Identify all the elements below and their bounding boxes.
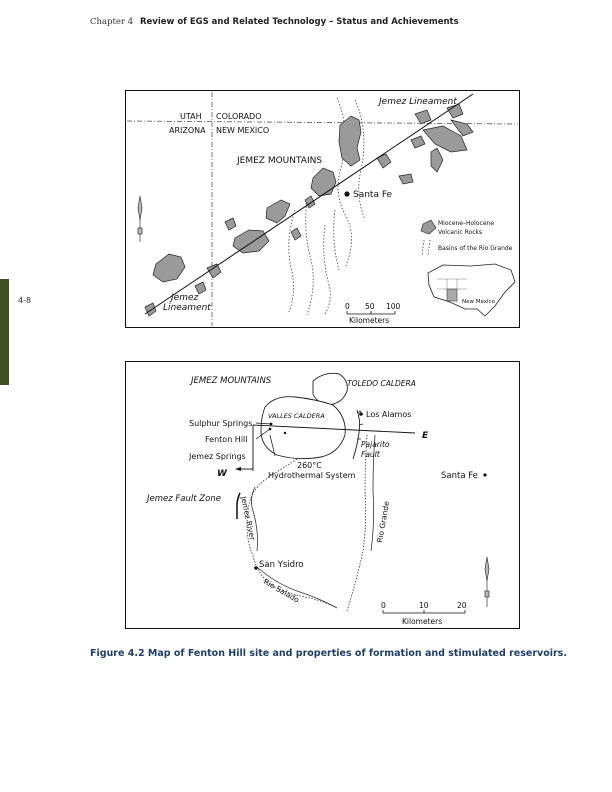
santa-fe-label: Santa Fe (441, 471, 478, 481)
regional-map (125, 90, 520, 328)
scale-top-0: 0 (345, 302, 350, 311)
scale-top-100: 100 (386, 302, 401, 311)
pajarito-fault-label-2: Fault (361, 450, 380, 459)
fenton-hill-map (125, 361, 520, 629)
state-label-colorado: COLORADO (216, 112, 262, 121)
chapter-label: Chapter 4 (90, 17, 134, 27)
santa-fe-dot (483, 473, 486, 476)
pajarito-fault-label-1: Pajarito (361, 440, 390, 449)
rio-grande-label: Rio Grande (375, 500, 392, 544)
toledo-caldera-label: TOLEDO CALDERA (347, 379, 416, 388)
rio-salado-label: Rio Salado (262, 576, 301, 605)
legend-basins: Basins of the Rio Grande (438, 245, 513, 252)
santa-fe-label: Santa Fe (353, 190, 393, 200)
page-number: 4-8 (18, 296, 32, 305)
figure-caption: Figure 4.2 Map of Fenton Hill site and properties of formation and stimulated reservoirs. (90, 648, 567, 659)
state-label-utah: UTAH (180, 112, 202, 121)
lineament-label-top: Jemez Lineament (379, 97, 457, 107)
valles-caldera-label: VALLES CALDERA (268, 412, 325, 420)
lineament-label-bottom-2: Lineament (163, 303, 211, 313)
new-mexico-highlight (447, 289, 457, 301)
chapter-title: Review of EGS and Related Technology – Status and Achievements (139, 17, 459, 27)
scale-top-unit: Kilometers (349, 316, 390, 325)
chapter-tab (0, 279, 9, 385)
scale-bottom-0: 0 (381, 601, 386, 610)
scale-bottom-10: 10 (419, 601, 429, 610)
jemez-river-label: Jemez River (239, 495, 258, 541)
hydrothermal-label-2: Hydrothermal System (268, 471, 356, 480)
state-label-arizona: ARIZONA (169, 126, 206, 135)
lineament-label-bottom-1: Jemez (171, 293, 199, 303)
west-marker: W (217, 469, 227, 479)
legend-volcanic-1: Miocene–Holocene (438, 220, 495, 227)
state-label-new-mexico: NEW MEXICO (216, 126, 270, 135)
hydrothermal-label-1: 260°C (297, 461, 322, 470)
scale-bottom-unit: Kilometers (402, 617, 443, 626)
los-alamos-dot (359, 412, 363, 416)
east-marker: E (422, 431, 429, 441)
inset-new-mexico-label: New Mexico (462, 299, 495, 305)
san-ysidro-label: San Ysidro (259, 560, 304, 570)
santa-fe-dot (344, 191, 349, 196)
legend-volcanic-2: Volcanic Rocks (438, 229, 483, 236)
jemez-mountains-label: JEMEZ MOUNTAINS (237, 156, 323, 166)
san-ysidro-dot (254, 566, 258, 570)
sulphur-springs-label: Sulphur Springs (189, 419, 253, 428)
los-alamos-label: Los Alamos (366, 410, 412, 419)
scale-bottom-20: 20 (457, 601, 467, 610)
running-header (90, 17, 459, 27)
jemez-fault-zone-label: Jemez Fault Zone (147, 494, 221, 504)
jemez-springs-label: Jemez Springs (189, 452, 246, 461)
scale-top-50: 50 (365, 302, 375, 311)
jemez-mountains-label: JEMEZ MOUNTAINS (191, 376, 272, 386)
fenton-hill-label: Fenton Hill (205, 435, 248, 444)
